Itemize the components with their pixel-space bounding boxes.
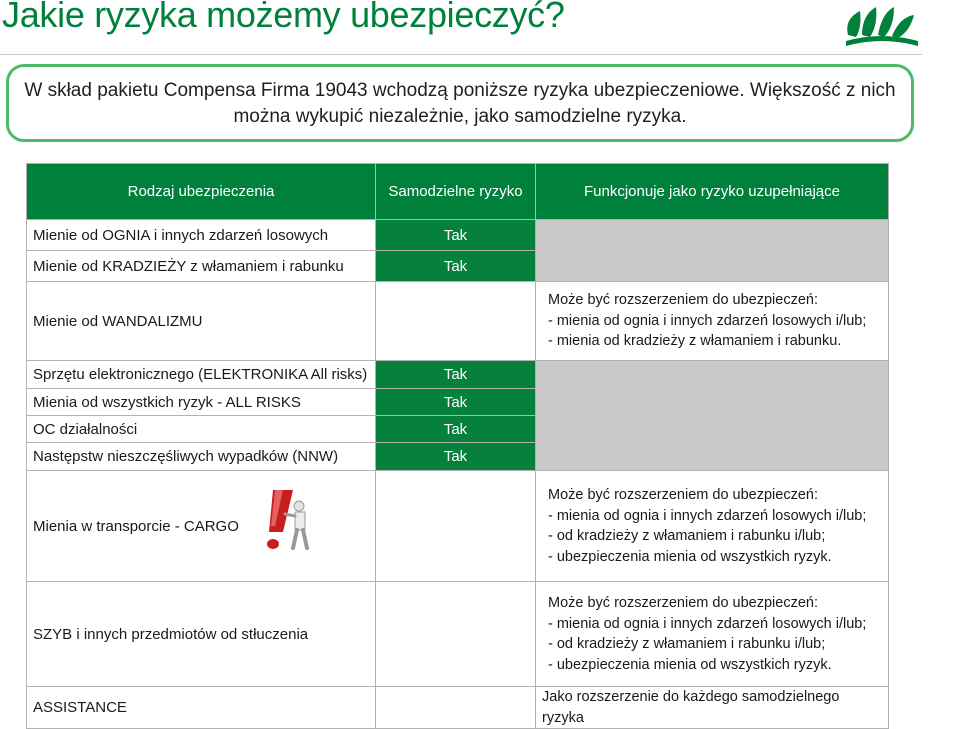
risk-name: Następstw nieszczęśliwych wypadków (NNW) <box>27 443 376 471</box>
risk-name: SZYB i innych przedmiotów od stłuczenia <box>27 582 376 687</box>
risk-name: Mienie od WANDALIZMU <box>27 282 376 361</box>
risk-name: Mienie od KRADZIEŻY z włamaniem i rabunku <box>27 251 376 282</box>
header-type: Rodzaj ubezpieczenia <box>27 164 376 220</box>
supplementary-note: Może być rozszerzeniem do ubezpieczeń: - mienia od ognia i innych zdarzeń losowych i/lub; - od kradzieży z włamaniem i rabunku i/lub; - ubezpieczenia mienia od wszystkich ryzyk. <box>536 471 889 582</box>
standalone-value: Tak <box>376 220 536 251</box>
standalone-value <box>376 582 536 687</box>
table-row <box>27 471 889 582</box>
risk-name: Sprzętu elektronicznego (ELEKTRONIKA All risks) <box>27 361 376 389</box>
empty-cell <box>536 220 889 282</box>
table-row <box>27 582 889 687</box>
risk-name: OC działalności <box>27 416 376 443</box>
risk-name: Mienie od OGNIA i innych zdarzeń losowych <box>27 220 376 251</box>
intro-box: W skład pakietu Compensa Firma 19043 wchodzą poniższe ryzyka ubezpieczeniowe. Większość z nich można wykupić niezależnie, jako samodzielne ryzyka. <box>6 64 914 142</box>
table-row <box>27 220 889 251</box>
empty-cell <box>536 361 889 471</box>
risk-name: Mienia w transporcie - CARGO <box>27 471 376 582</box>
insurance-risk-table <box>26 163 889 729</box>
standalone-value: Tak <box>376 416 536 443</box>
title-divider <box>0 54 922 55</box>
standalone-value: Tak <box>376 443 536 471</box>
red-arrow-figure-icon <box>261 486 317 552</box>
risk-name: Mienia od wszystkich ryzyk - ALL RISKS <box>27 389 376 416</box>
standalone-value: Tak <box>376 389 536 416</box>
supplementary-note: Może być rozszerzeniem do ubezpieczeń: - mienia od ognia i innych zdarzeń losowych i/lub; - mienia od kradzieży z włamaniem i rabunku. <box>536 282 889 361</box>
supplementary-note: Może być rozszerzeniem do ubezpieczeń: - mienia od ognia i innych zdarzeń losowych i/lub; - od kradzieży z włamaniem i rabunku i/lub; - ubezpieczenia mienia od wszystkich ryzyk. <box>536 582 889 687</box>
standalone-value: Tak <box>376 361 536 389</box>
page-title: Jakie ryzyka możemy ubezpieczyć? <box>2 0 565 35</box>
header-standalone: Samodzielne ryzyko <box>376 164 536 220</box>
standalone-value <box>376 471 536 582</box>
table-row <box>27 361 889 389</box>
standalone-value <box>376 282 536 361</box>
compensa-leaf-logo-icon <box>842 5 922 47</box>
standalone-value <box>376 687 536 729</box>
header-supplementary: Funkcjonuje jako ryzyko uzupełniające <box>536 164 889 220</box>
standalone-value: Tak <box>376 251 536 282</box>
risk-name: ASSISTANCE <box>27 687 376 729</box>
table-row <box>27 282 889 361</box>
supplementary-note: Jako rozszerzenie do każdego samodzielnego ryzyka <box>536 687 889 729</box>
table-row <box>27 687 889 729</box>
